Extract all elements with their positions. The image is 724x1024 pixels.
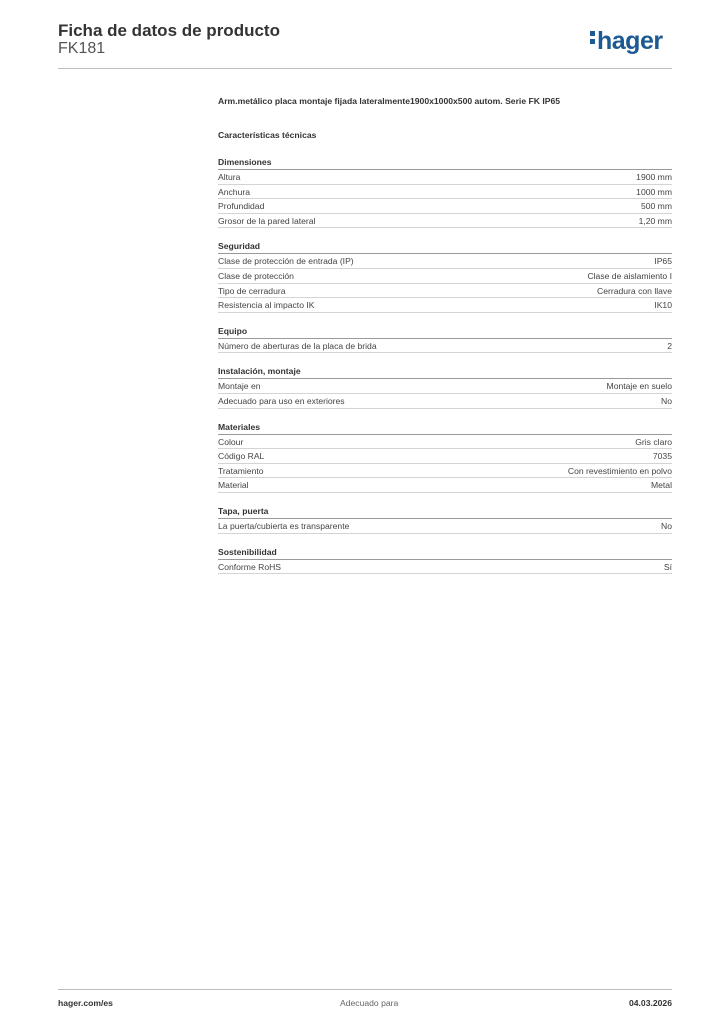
spec-row	[218, 519, 672, 534]
spec-row	[218, 449, 672, 464]
spec-label: Grosor de la pared lateral	[218, 215, 316, 226]
section-title: Tapa, puerta	[218, 505, 672, 519]
datasheet-content	[218, 96, 672, 574]
logo-text: hager	[597, 27, 663, 55]
spec-label: Montaje en	[218, 381, 261, 392]
spec-row	[218, 185, 672, 200]
spec-row	[218, 464, 672, 479]
spec-label: Profundidad	[218, 201, 265, 212]
footer-center-text: Adecuado para	[340, 998, 399, 1008]
section-title: Equipo	[218, 325, 672, 339]
spec-sections	[218, 156, 672, 574]
spec-label: Colour	[218, 436, 244, 447]
product-code: FK181	[58, 40, 106, 57]
spec-value: 2	[667, 340, 672, 351]
section-title: Dimensiones	[218, 156, 672, 170]
spec-value: Cerradura con llave	[597, 285, 672, 296]
spec-value: No	[661, 520, 672, 531]
spec-label: Clase de protección	[218, 270, 294, 281]
spec-row	[218, 269, 672, 284]
tech-heading: Características técnicas	[218, 130, 317, 140]
spec-label: Resistencia al impacto IK	[218, 300, 315, 311]
spec-value: Montaje en suelo	[606, 381, 672, 392]
section-title: Materiales	[218, 421, 672, 435]
hager-logo	[590, 27, 663, 56]
spec-label: Anchura	[218, 186, 251, 197]
spec-label: Adecuado para uso en exteriores	[218, 395, 345, 406]
spec-label: Número de aberturas de la placa de brida	[218, 340, 377, 351]
spec-value: Gris claro	[635, 436, 672, 447]
spec-row	[218, 478, 672, 493]
spec-value: Con revestimiento en polvo	[567, 465, 672, 476]
spec-row	[218, 394, 672, 409]
spec-row	[218, 170, 672, 185]
spec-row	[218, 199, 672, 214]
spec-section	[218, 546, 672, 575]
footer-divider	[58, 989, 672, 990]
spec-value: No	[661, 395, 672, 406]
spec-row	[218, 214, 672, 229]
spec-label: Código RAL	[218, 451, 265, 462]
spec-label: Altura	[218, 172, 241, 182]
page-title: Ficha de datos de producto	[58, 21, 280, 40]
spec-label: Tratamiento	[218, 465, 264, 476]
spec-row	[218, 298, 672, 313]
spec-value: 500 mm	[640, 201, 672, 212]
spec-section	[218, 365, 672, 408]
spec-row	[218, 560, 672, 575]
spec-row	[218, 284, 672, 299]
spec-label: Material	[218, 480, 249, 491]
spec-value: IP65	[654, 256, 672, 267]
spec-value: 1900 mm	[636, 172, 672, 182]
spec-section	[218, 156, 672, 228]
spec-value: Clase de aislamiento I	[587, 270, 672, 281]
spec-row	[218, 379, 672, 394]
spec-label: Clase de protección de entrada (IP)	[218, 256, 354, 267]
spec-value: IK10	[654, 300, 672, 311]
footer-website[interactable]: hager.com/es	[58, 998, 113, 1008]
spec-row	[218, 254, 672, 269]
spec-value: Sí	[663, 561, 672, 572]
spec-value: 1000 mm	[636, 186, 672, 197]
spec-label: Tipo de cerradura	[218, 285, 286, 296]
spec-row	[218, 339, 672, 354]
spec-label: La puerta/cubierta es transparente	[218, 520, 350, 531]
spec-section	[218, 505, 672, 534]
spec-label: Conforme RoHS	[218, 561, 282, 572]
spec-value: 7035	[652, 451, 672, 462]
spec-section	[218, 421, 672, 493]
product-description: Arm.metálico placa montaje fijada lateralmente1900x1000x500 autom. Serie FK IP65	[218, 96, 561, 106]
spec-row	[218, 435, 672, 450]
spec-value: 1,20 mm	[638, 215, 672, 226]
section-title: Seguridad	[218, 240, 672, 254]
footer-date: 04.03.2026	[628, 998, 672, 1008]
spec-value: Metal	[650, 480, 672, 491]
header-divider	[58, 68, 672, 69]
logo-dots-icon	[590, 31, 595, 47]
section-title: Sostenibilidad	[218, 546, 672, 560]
section-title: Instalación, montaje	[218, 365, 672, 379]
spec-section	[218, 240, 672, 312]
spec-section	[218, 325, 672, 354]
